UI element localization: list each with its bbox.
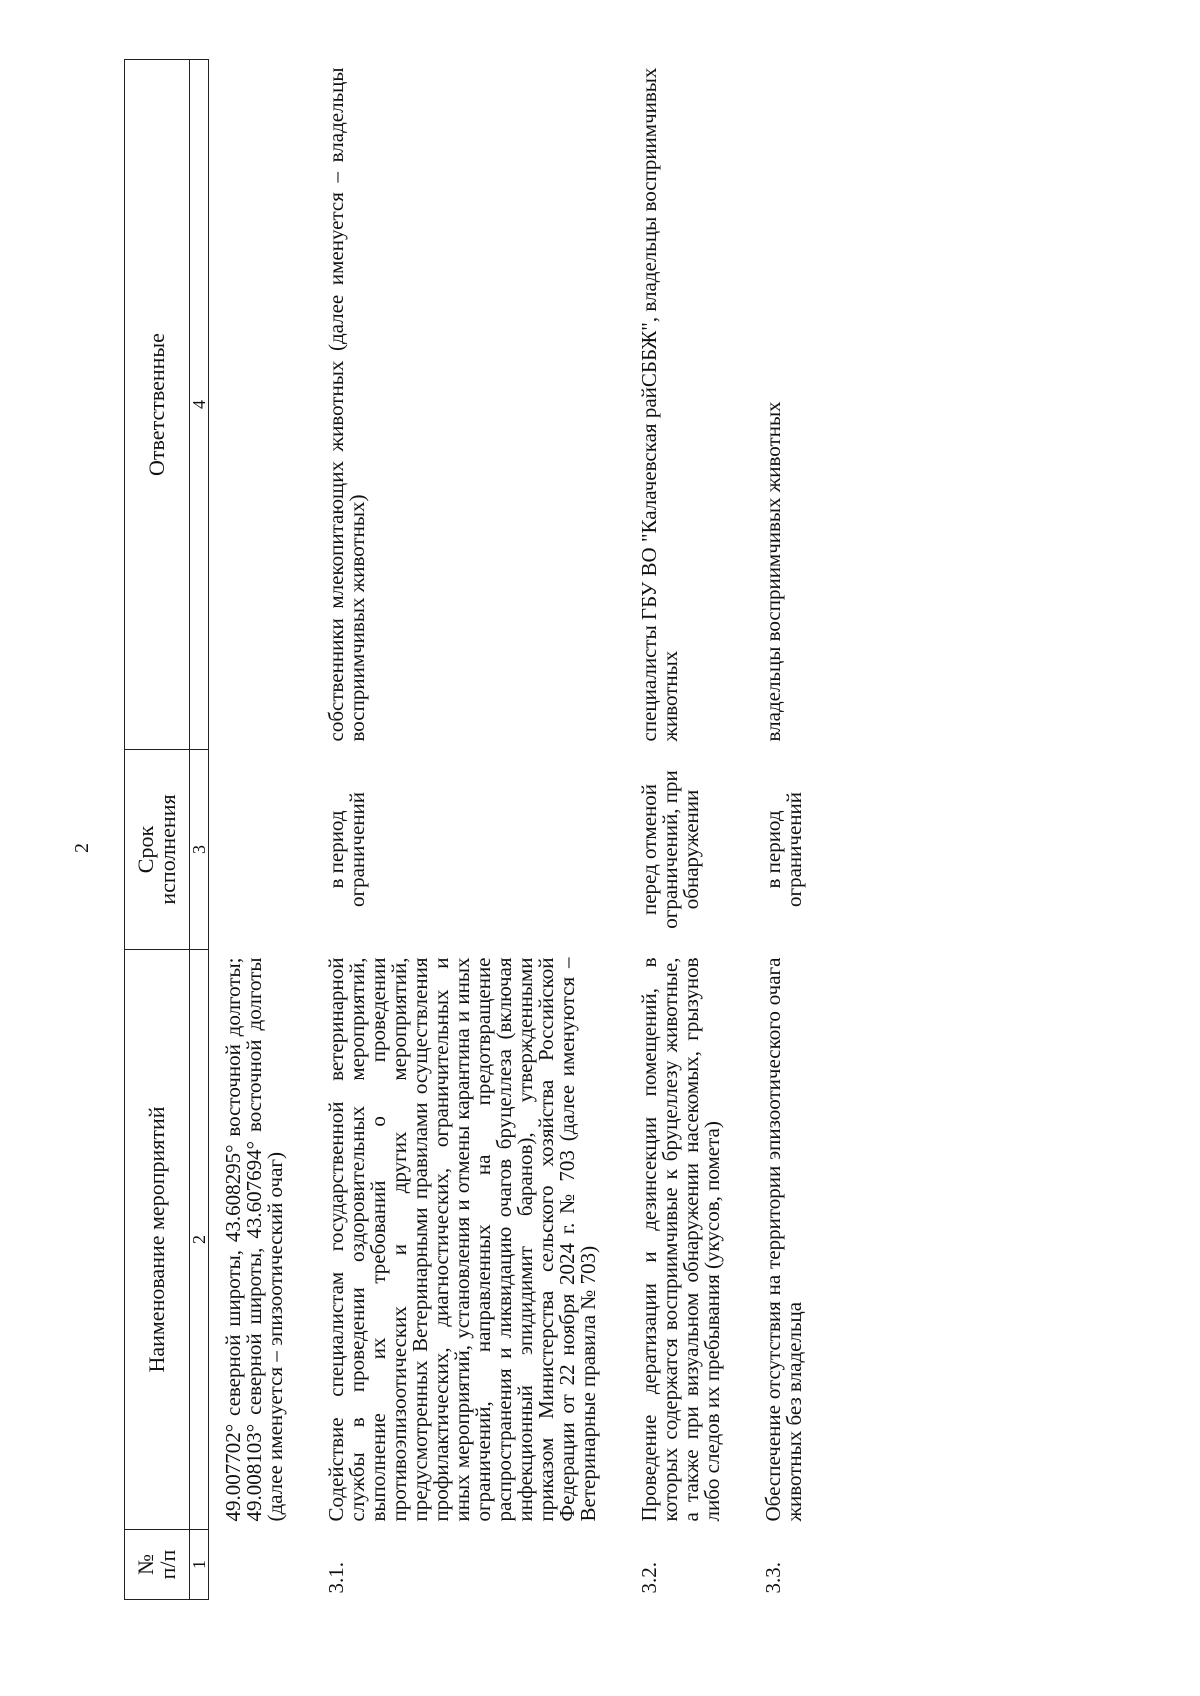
table-row bbox=[749, 60, 831, 1600]
column-number-1: 1 bbox=[190, 1530, 209, 1600]
page-number: 2 bbox=[71, 843, 93, 853]
column-number-3: 3 bbox=[190, 750, 209, 950]
row-deadline: перед отменой ограничений, при обнаружении bbox=[637, 770, 703, 929]
header-responsible: Ответственные bbox=[125, 60, 190, 750]
rotated-sheet bbox=[124, 40, 1084, 1600]
table-row bbox=[209, 60, 313, 1600]
row-deadline: в период ограничений bbox=[761, 792, 806, 908]
row-number bbox=[209, 1530, 313, 1600]
table-row bbox=[625, 60, 749, 1600]
row-responsible: владельцы восприимчивых животных bbox=[761, 401, 785, 742]
table-header-row bbox=[125, 60, 190, 1600]
row-measure: 49.007702° северной широты, 43.608295° восточной долготы; 49.008103° северной широты, 43.607694° восточной долготы (далее именуется – эпизоотический очаг) bbox=[221, 957, 287, 1522]
table-row bbox=[312, 60, 625, 1600]
row-responsible bbox=[209, 60, 313, 750]
column-number-4: 4 bbox=[190, 60, 209, 750]
column-number-2: 2 bbox=[190, 950, 209, 1530]
row-responsible: специалисты ГБУ ВО "Калачевская райСББЖ", владельцы восприимчивых животных bbox=[637, 67, 682, 742]
header-deadline: Срок исполнения bbox=[125, 750, 190, 950]
header-number: № п/п bbox=[125, 1530, 190, 1600]
header-measures: Наименование мероприятий bbox=[125, 950, 190, 1530]
row-deadline bbox=[209, 750, 313, 950]
row-number: 3.1. bbox=[324, 1562, 348, 1594]
row-measure: Проведение дератизации и дезинсекции помещений, в которых содержатся восприимчивые к бруцеллезу животные, а также при визуальном обнаружении насекомых, грызунов либо следов их пребывания (укусов, помета) bbox=[637, 957, 724, 1522]
column-number-row bbox=[190, 60, 209, 1600]
measures-table bbox=[124, 59, 831, 1600]
row-deadline: в период ограничений bbox=[324, 792, 369, 908]
row-measure: Содействие специалистам государственной ветеринарной службы в проведении оздоровительных мероприятий, выполнение их требований о проведении противоэпизоотических и других мероприятий, предусмотренных Ветеринарными правилами осуществления профилактических, диагностических, ограничительных и иных мероприятий, установления и отмены карантина и иных ограничений, направленных на предотвращение распространения и ликвидацию очагов бруцеллеза (включая инфекционный эпидидимит баранов), утвержденными приказом Министерства сельского хозяйства Российской Федерации от 22 ноября 2024 г. № 703 (далее именуются – Ветеринарные правила № 703) bbox=[324, 957, 600, 1522]
row-number: 3.2. bbox=[637, 1562, 661, 1594]
row-number: 3.3. bbox=[761, 1562, 785, 1594]
row-responsible: собственники млекопитающих животных (далее именуется – владельцы восприимчивых животных) bbox=[324, 67, 369, 742]
row-measure: Обеспечение отсутствия на территории эпизоотического очага животных без владельца bbox=[761, 957, 806, 1522]
